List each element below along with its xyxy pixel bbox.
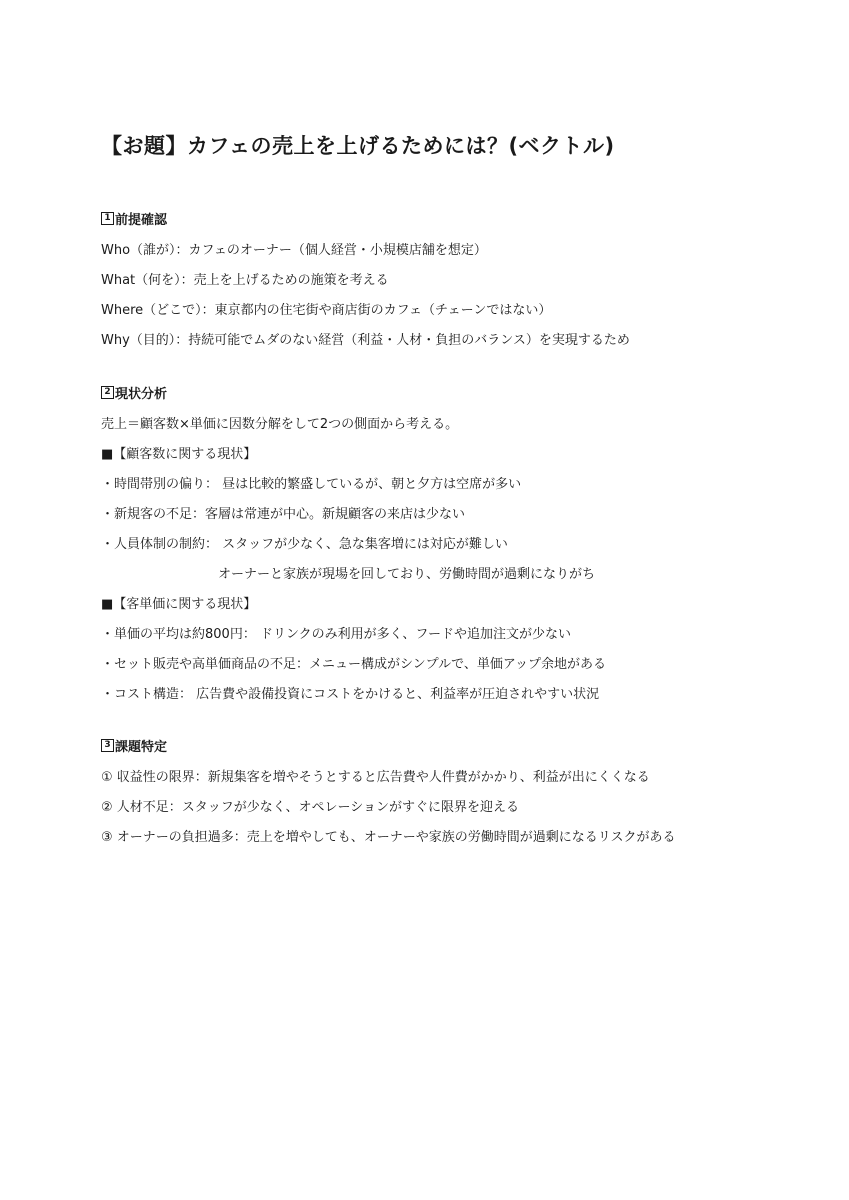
list-item: ② 人材不足：スタッフが少なく、オペレーションがすぐに限界を迎える	[101, 800, 520, 815]
section-current-analysis	[101, 382, 801, 710]
section-heading-text: 現状分析	[115, 386, 168, 402]
list-item: ③ オーナーの負担過多：売上を増やしても、オーナーや家族の労働時間が過剰になるリスクがある	[101, 830, 676, 845]
section-heading	[101, 735, 801, 755]
list-item: Who（誰が）：カフェのオーナー（個人経営・小規模店舗を想定）	[101, 243, 487, 258]
list-item: ・時間帯別の偏り： 昼は比較的繁盛しているが、朝と夕方は空席が多い	[101, 477, 522, 492]
section-number-badge: 2	[101, 386, 114, 399]
list-item: ・単価の平均は約800円： ドリンクのみ利用が多く、フードや追加注文が少ない	[101, 627, 572, 642]
section-heading	[101, 382, 801, 402]
list-item: ・セット販売や高単価商品の不足：メニュー構成がシンプルで、単価アップ余地がある	[101, 657, 606, 672]
section-heading-text: 課題特定	[115, 739, 168, 755]
subheading-unit-price: ■【客単価に関する現状】	[101, 597, 257, 612]
subheading-customer-count: ■【顧客数に関する現状】	[101, 447, 257, 462]
section-number-badge: 1	[101, 212, 114, 225]
section-heading-text: 前提確認	[115, 212, 168, 228]
list-item-continuation: オーナーと家族が現場を回しており、労働時間が過剰になりがち	[218, 567, 596, 582]
list-item: ① 収益性の限界：新規集客を増やそうとすると広告費や人件費がかかり、利益が出にくくなる	[101, 770, 650, 785]
list-item: ・人員体制の制約： スタッフが少なく、急な集客増には対応が難しい	[101, 537, 508, 552]
section-issues	[101, 735, 801, 853]
list-item: Where（どこで）：東京都内の住宅街や商店街のカフェ（チェーンではない）	[101, 303, 552, 318]
list-item: 売上＝顧客数×単価に因数分解をして2つの側面から考える。	[101, 417, 459, 432]
list-item: Why（目的）：持続可能でムダのない経営（利益・人材・負担のバランス）を実現するため	[101, 333, 630, 348]
section-heading	[101, 208, 801, 228]
list-item: ・コスト構造： 広告費や設備投資にコストをかけると、利益率が圧迫されやすい状況	[101, 687, 600, 702]
section-number-badge: 3	[101, 739, 114, 752]
list-item: ・新規客の不足：客層は常連が中心。新規顧客の来店は少ない	[101, 507, 466, 522]
list-item: What（何を）：売上を上げるための施策を考える	[101, 273, 389, 288]
page-title: 【お題】カフェの売上を上げるためには？(ベクトル)	[101, 134, 615, 158]
section-premise	[101, 208, 801, 356]
